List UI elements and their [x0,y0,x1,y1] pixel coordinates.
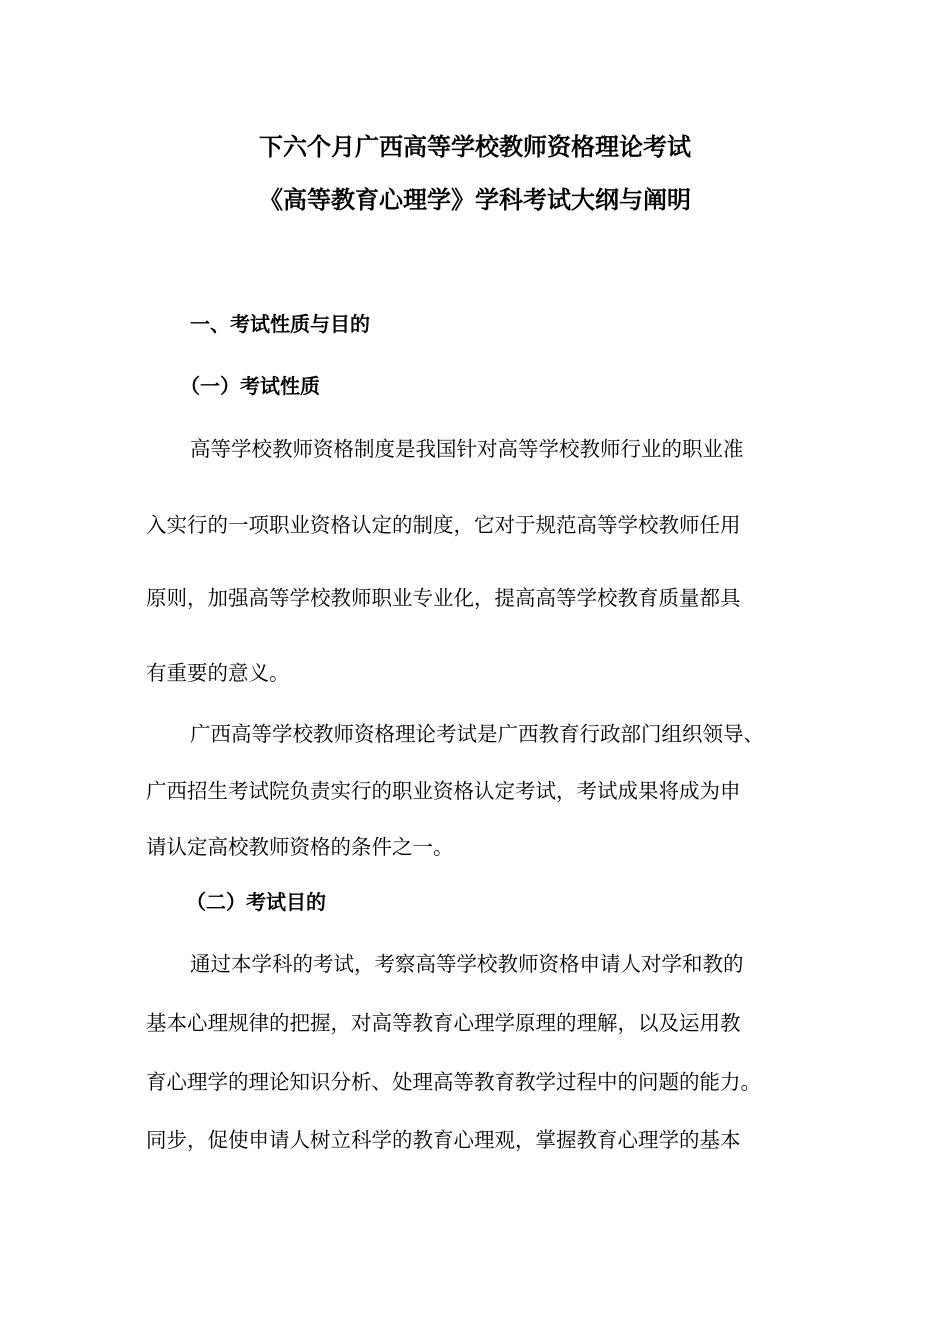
paragraph-line: 育心理学的理论知识分析、处理高等教育教学过程中的问题的能力。 [146,1070,761,1094]
subsection-heading-exam-purpose: （二）考试目的 [186,890,326,914]
paragraph-line: 广西招生考试院负责实行的职业资格认定考试，考试成果将成为申 [146,779,741,803]
paragraph-line: 通过本学科的考试，考察高等学校教师资格申请人对学和教的 [190,952,744,976]
paragraph-line: 同步，促使申请人树立科学的教育心理观，掌握教育心理学的基本 [146,1128,741,1152]
document-title-line-1: 下六个月广西高等学校教师资格理论考试 [259,133,691,161]
paragraph-line: 高等学校教师资格制度是我国针对高等学校教师行业的职业准 [190,437,744,461]
paragraph-line: 原则，加强高等学校教师职业专业化，提高高等学校教育质量都具 [146,586,741,610]
subsection-heading-exam-nature: （一）考试性质 [180,374,320,398]
paragraph-line: 有重要的意义。 [146,661,290,685]
paragraph-line: 广西高等学校教师资格理论考试是广西教育行政部门组织领导、 [190,722,764,746]
paragraph-line: 请认定高校教师资格的条件之一。 [146,835,454,859]
section-heading-nature-purpose: 一、考试性质与目的 [190,312,370,336]
paragraph-line: 入实行的一项职业资格认定的制度，它对于规范高等学校教师任用 [146,513,741,537]
document-title-line-2: 《高等教育心理学》学科考试大纲与阐明 [259,186,691,214]
paragraph-line: 基本心理规律的把握，对高等教育心理学原理的理解，以及运用教 [146,1011,741,1035]
